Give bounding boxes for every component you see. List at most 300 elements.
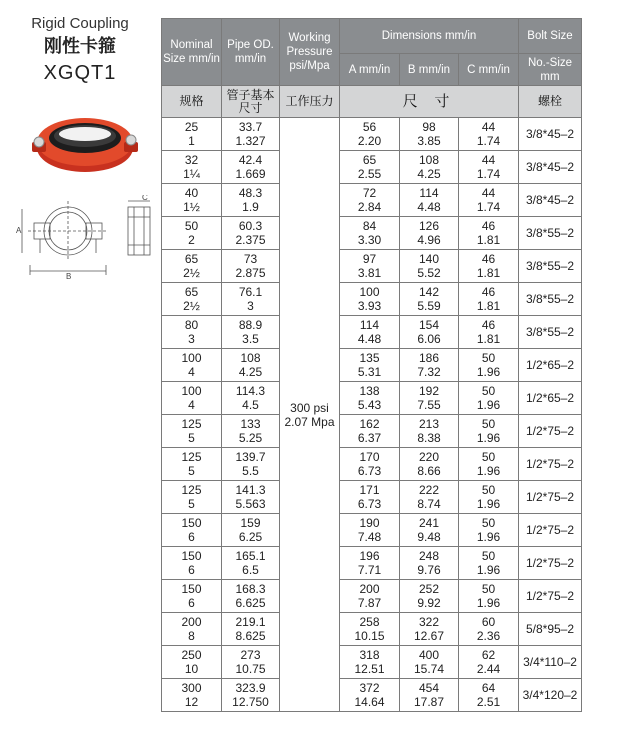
cell-dim-a-in: 7.71: [357, 563, 382, 577]
cell-nominal-size-in: 8: [188, 629, 195, 643]
cell-pipe-od: [222, 118, 280, 151]
cell-pipe-od-in: 5.563: [235, 497, 266, 511]
cell-dim-c-mm: 50: [481, 450, 496, 464]
cell-dim-a: [340, 118, 400, 151]
cell-dim-c: [459, 283, 519, 316]
cell-dim-c-in: 1.96: [476, 596, 501, 610]
cell-nominal-size: [162, 217, 222, 250]
cell-dim-b-in: 4.25: [417, 167, 441, 181]
cell-dim-b-in: 8.74: [417, 497, 441, 511]
cell-pipe-od-mm: 48.3: [238, 186, 263, 200]
cell-nominal-size-in: 6: [188, 530, 195, 544]
cell-pipe-od: [222, 283, 280, 316]
cell-pipe-od: [222, 349, 280, 382]
cell-dim-a: [340, 151, 400, 184]
cell-nominal-size-in: 5: [188, 497, 195, 511]
cell-dim-a-in: 2.20: [357, 134, 382, 148]
table-row: [162, 283, 582, 316]
cell-nominal-size-in: 12: [184, 695, 199, 709]
cell-bolt-size: 3/4*120–2: [519, 679, 582, 712]
cell-nominal-size: [162, 349, 222, 382]
cell-pipe-od-mm: 33.7: [238, 120, 263, 134]
table-row: [162, 481, 582, 514]
cell-dim-c: [459, 250, 519, 283]
table-row: [162, 613, 582, 646]
table-body: [162, 118, 582, 712]
cell-dim-a: [340, 613, 400, 646]
drawing-label-b: B: [66, 272, 72, 280]
cell-dim-a-mm: 162: [359, 417, 380, 431]
table-row: [162, 382, 582, 415]
cell-bolt-size: 5/8*95–2: [519, 613, 582, 646]
cell-bolt-size: 3/8*55–2: [519, 316, 582, 349]
cell-pipe-od-mm: 159: [240, 516, 261, 530]
cell-dim-b-mm: 108: [418, 153, 440, 167]
cell-dim-b-mm: 241: [418, 516, 440, 530]
cell-dim-c-mm: 46: [481, 285, 496, 299]
cell-pipe-od: [222, 481, 280, 514]
pressure-mpa: 2.07 Mpa: [284, 414, 335, 429]
cell-dim-c: [459, 580, 519, 613]
cell-pipe-od-mm: 165.1: [235, 549, 266, 563]
cell-dim-a-in: 12.51: [354, 662, 385, 676]
cell-pipe-od-in: 6.5: [242, 563, 259, 577]
cell-dim-b: [400, 481, 459, 514]
drawing-label-c: C: [142, 195, 148, 202]
cell-dim-c-in: 2.44: [476, 662, 501, 676]
cell-dim-b: [400, 415, 459, 448]
cell-dim-c-mm: 46: [481, 252, 496, 266]
cell-dim-a-in: 6.73: [357, 464, 382, 478]
cell-dim-b: [400, 613, 459, 646]
header-b: B mm/in: [400, 54, 459, 86]
table-row: [162, 316, 582, 349]
cell-dim-c-in: 1.96: [476, 431, 501, 445]
cell-working-pressure: [280, 118, 340, 712]
cell-nominal-size-in: 2½: [183, 299, 200, 313]
cell-nominal-size-mm: 50: [184, 219, 199, 233]
cell-dim-a: [340, 250, 400, 283]
cell-dim-a-mm: 170: [359, 450, 380, 464]
cell-bolt-size: 1/2*65–2: [519, 349, 582, 382]
cell-nominal-size: [162, 415, 222, 448]
cell-dim-b-in: 12.67: [413, 629, 445, 643]
cell-dim-c-mm: 60: [481, 615, 496, 629]
table-row: [162, 250, 582, 283]
cell-dim-c-in: 1.81: [476, 233, 501, 247]
cell-nominal-size-in: 6: [188, 563, 195, 577]
cell-dim-b-mm: 213: [418, 417, 440, 431]
cell-nominal-size: [162, 118, 222, 151]
cell-dim-b-in: 7.55: [417, 398, 441, 412]
cell-dim-c: [459, 481, 519, 514]
cell-dim-c-in: 1.74: [476, 167, 501, 181]
cell-dim-c-in: 1.81: [476, 299, 501, 313]
cell-dim-c-mm: 50: [481, 516, 496, 530]
cell-dim-a-in: 7.48: [357, 530, 382, 544]
cell-dim-a: [340, 382, 400, 415]
cell-dim-b-in: 9.76: [417, 563, 441, 577]
cell-dim-b: [400, 217, 459, 250]
cell-dim-c-in: 1.81: [476, 332, 501, 346]
cell-dim-b: [400, 250, 459, 283]
cell-dim-c: [459, 448, 519, 481]
cell-nominal-size-in: 5: [188, 431, 195, 445]
cell-dim-c-in: 1.96: [476, 497, 501, 511]
cell-nominal-size-mm: 300: [181, 681, 202, 695]
table-row: [162, 514, 582, 547]
cell-dim-a-in: 3.30: [357, 233, 382, 247]
cell-dim-a-in: 5.43: [357, 398, 382, 412]
cell-dim-b: [400, 547, 459, 580]
cell-dim-a: [340, 448, 400, 481]
cell-dim-c-in: 1.96: [476, 464, 501, 478]
cell-pipe-od: [222, 250, 280, 283]
cell-nominal-size: [162, 283, 222, 316]
cell-bolt-size: 1/2*75–2: [519, 481, 582, 514]
cell-bolt-size: 1/2*75–2: [519, 547, 582, 580]
cell-dim-b-in: 5.52: [417, 266, 441, 280]
cn-header-pressure: 工作压力: [280, 86, 340, 118]
table-row: [162, 580, 582, 613]
cell-nominal-size-mm: 150: [181, 582, 202, 596]
cell-dim-b-in: 5.59: [417, 299, 441, 313]
cell-dim-c-in: 1.74: [476, 200, 501, 214]
cell-dim-b-in: 9.48: [417, 530, 441, 544]
cell-dim-b-mm: 322: [418, 615, 440, 629]
header-bolt-no-size: No.-Size mm: [519, 54, 582, 86]
cell-pipe-od-in: 12.750: [232, 695, 269, 709]
cell-dim-a: [340, 481, 400, 514]
cell-dim-c: [459, 184, 519, 217]
cell-nominal-size: [162, 184, 222, 217]
cell-dim-c-in: 1.96: [476, 530, 501, 544]
cell-dim-a-mm: 318: [359, 648, 380, 662]
cell-bolt-size: 3/8*45–2: [519, 184, 582, 217]
cell-bolt-size: 3/8*55–2: [519, 250, 582, 283]
cell-dim-b-in: 8.38: [417, 431, 441, 445]
cell-nominal-size-in: 5: [188, 464, 195, 478]
cell-nominal-size-mm: 100: [181, 384, 202, 398]
cell-bolt-size: 3/8*55–2: [519, 217, 582, 250]
cell-pipe-od-mm: 323.9: [235, 681, 266, 695]
cell-nominal-size-in: 2½: [183, 266, 200, 280]
cell-nominal-size-mm: 250: [181, 648, 202, 662]
cell-bolt-size: 1/2*75–2: [519, 514, 582, 547]
cell-bolt-size: 1/2*65–2: [519, 382, 582, 415]
cell-pipe-od-mm: 114.3: [235, 384, 266, 398]
cell-dim-b: [400, 679, 459, 712]
cell-nominal-size-mm: 125: [181, 417, 202, 431]
cell-bolt-size: 3/8*55–2: [519, 283, 582, 316]
cell-dim-a-mm: 258: [359, 615, 380, 629]
cell-dim-a: [340, 679, 400, 712]
cell-nominal-size-in: 3: [188, 332, 195, 346]
cell-dim-b-in: 4.48: [417, 200, 441, 214]
cell-nominal-size: [162, 316, 222, 349]
cell-dim-b-mm: 192: [418, 384, 440, 398]
table-row: [162, 118, 582, 151]
cell-dim-c: [459, 514, 519, 547]
cell-dim-c-mm: 50: [481, 351, 496, 365]
cell-pipe-od-mm: 108: [240, 351, 261, 365]
cell-pipe-od: [222, 316, 280, 349]
cell-pipe-od-in: 3.5: [242, 332, 259, 346]
cell-dim-b-in: 9.92: [417, 596, 441, 610]
cell-dim-a-mm: 114: [359, 318, 380, 332]
table-row: [162, 547, 582, 580]
cell-dim-b-mm: 98: [422, 120, 436, 134]
cell-nominal-size-in: 6: [188, 596, 195, 610]
table-row: [162, 679, 582, 712]
specification-table: [161, 18, 582, 712]
cell-pipe-od-mm: 168.3: [235, 582, 266, 596]
cn-header-pipe-od: 管子基本尺寸: [222, 86, 280, 118]
cell-pipe-od: [222, 580, 280, 613]
cell-dim-c: [459, 118, 519, 151]
cell-nominal-size-mm: 40: [184, 186, 199, 200]
cell-pipe-od: [222, 184, 280, 217]
table-row: [162, 646, 582, 679]
cell-dim-a-in: 3.93: [357, 299, 382, 313]
title-chinese: 刚性卡箍: [44, 36, 116, 57]
cell-nominal-size-mm: 65: [184, 285, 199, 299]
cell-pipe-od-mm: 60.3: [238, 219, 263, 233]
cell-dim-c: [459, 646, 519, 679]
cell-dim-b-mm: 252: [418, 582, 440, 596]
cell-pipe-od-in: 4.5: [242, 398, 259, 412]
cell-dim-c: [459, 217, 519, 250]
cell-pipe-od-mm: 88.9: [238, 318, 263, 332]
cell-nominal-size-in: 4: [188, 365, 195, 379]
header-working-pressure: Working Pressure psi/Mpa: [280, 19, 340, 86]
cell-pipe-od-mm: 139.7: [235, 450, 266, 464]
cell-dim-a: [340, 283, 400, 316]
cell-dim-b-mm: 154: [418, 318, 440, 332]
cell-dim-c-in: 1.81: [476, 266, 501, 280]
header-pipe-od: Pipe OD. mm/in: [222, 19, 280, 86]
cell-dim-c-mm: 46: [481, 219, 496, 233]
cell-dim-c: [459, 349, 519, 382]
cell-dim-a-mm: 171: [359, 483, 380, 497]
cell-nominal-size: [162, 514, 222, 547]
cell-dim-c: [459, 415, 519, 448]
cell-nominal-size-mm: 32: [184, 153, 199, 167]
cell-pipe-od-in: 5.25: [238, 431, 263, 445]
cell-dim-b: [400, 184, 459, 217]
cell-pipe-od-mm: 42.4: [238, 153, 263, 167]
cell-dim-b-in: 6.06: [417, 332, 441, 346]
cell-dim-a-in: 2.55: [357, 167, 382, 181]
cell-dim-a-in: 6.73: [357, 497, 382, 511]
model-code: XGQT1: [43, 62, 117, 84]
cell-dim-a-in: 7.87: [357, 596, 382, 610]
table-row: [162, 184, 582, 217]
cell-dim-c-in: 1.96: [476, 563, 501, 577]
cell-bolt-size: 3/4*110–2: [519, 646, 582, 679]
cell-dim-b-mm: 126: [418, 219, 440, 233]
cell-dim-a: [340, 184, 400, 217]
cell-dim-b: [400, 316, 459, 349]
cell-nominal-size: [162, 646, 222, 679]
header-a: A mm/in: [340, 54, 400, 86]
cell-dim-c: [459, 679, 519, 712]
cell-dim-a-in: 3.81: [357, 266, 382, 280]
table-row: [162, 448, 582, 481]
cell-nominal-size: [162, 481, 222, 514]
cell-dim-c-mm: 44: [481, 186, 496, 200]
cell-dim-c: [459, 151, 519, 184]
cell-dim-b: [400, 151, 459, 184]
table-row: [162, 151, 582, 184]
cell-dim-a: [340, 415, 400, 448]
cell-dim-b-mm: 186: [418, 351, 440, 365]
cell-nominal-size: [162, 448, 222, 481]
cell-dim-b-mm: 222: [418, 483, 440, 497]
cell-dim-a-in: 2.84: [357, 200, 382, 214]
cell-dim-b-mm: 114: [419, 186, 439, 200]
title-block: [0, 14, 160, 86]
cell-nominal-size-mm: 125: [181, 450, 202, 464]
cell-dim-b: [400, 118, 459, 151]
cell-nominal-size: [162, 580, 222, 613]
cell-dim-c-mm: 50: [481, 582, 496, 596]
cell-dim-a-in: 6.37: [357, 431, 382, 445]
cell-dim-b: [400, 514, 459, 547]
cell-nominal-size-mm: 150: [181, 516, 202, 530]
cell-pipe-od-in: 1.669: [235, 167, 266, 181]
cell-nominal-size-mm: 100: [181, 351, 202, 365]
cell-dim-a-mm: 56: [362, 120, 377, 134]
cell-dim-b-mm: 140: [418, 252, 440, 266]
cell-dim-a: [340, 217, 400, 250]
cell-dim-a: [340, 349, 400, 382]
cell-pipe-od-in: 5.5: [242, 464, 259, 478]
cell-dim-a-in: 14.64: [354, 695, 385, 709]
cell-dim-c-mm: 44: [481, 153, 496, 167]
table-row: [162, 217, 582, 250]
cell-pipe-od-in: 6.25: [238, 530, 263, 544]
cell-pipe-od: [222, 613, 280, 646]
cell-nominal-size: [162, 151, 222, 184]
cell-pipe-od-in: 2.375: [235, 233, 266, 247]
cell-nominal-size-in: 1¼: [183, 167, 200, 181]
cell-dim-a: [340, 580, 400, 613]
cell-dim-c-in: 1.96: [476, 365, 501, 379]
cell-pipe-od-in: 4.25: [238, 365, 263, 379]
cell-dim-a-mm: 372: [359, 681, 380, 695]
cell-nominal-size: [162, 547, 222, 580]
cell-pipe-od-mm: 219.1: [235, 615, 266, 629]
cell-bolt-size: 1/2*75–2: [519, 580, 582, 613]
cell-dim-a: [340, 547, 400, 580]
header-bolt-size: Bolt Size: [519, 19, 582, 54]
cell-dim-b-in: 4.96: [417, 233, 441, 247]
title-english: Rigid Coupling: [31, 15, 129, 32]
cell-nominal-size-in: 1: [188, 134, 195, 148]
table-row: [162, 349, 582, 382]
cell-dim-a-mm: 65: [362, 153, 377, 167]
cell-pipe-od: [222, 679, 280, 712]
pressure-psi: 300 psi: [290, 400, 329, 415]
cell-dim-a-mm: 97: [362, 252, 377, 266]
cell-dim-a-in: 10.15: [354, 629, 385, 643]
cell-dim-c: [459, 547, 519, 580]
cell-nominal-size: [162, 382, 222, 415]
header-c: C mm/in: [459, 54, 519, 86]
cell-pipe-od-in: 6.625: [235, 596, 266, 610]
cell-dim-b: [400, 382, 459, 415]
cell-dim-c: [459, 316, 519, 349]
cell-bolt-size: 3/8*45–2: [519, 151, 582, 184]
cell-nominal-size-mm: 25: [184, 120, 199, 134]
cell-dim-b-mm: 142: [418, 285, 440, 299]
cell-dim-b-in: 15.74: [413, 662, 445, 676]
cell-pipe-od-in: 2.875: [235, 266, 266, 280]
cell-dim-c-mm: 50: [481, 384, 496, 398]
cell-dim-b-mm: 454: [418, 681, 440, 695]
cell-pipe-od-in: 10.75: [235, 662, 266, 676]
cell-pipe-od-mm: 73: [243, 252, 258, 266]
cell-dim-c-mm: 50: [481, 417, 496, 431]
cell-nominal-size-in: 4: [188, 398, 195, 412]
cell-bolt-size: 1/2*75–2: [519, 415, 582, 448]
cell-nominal-size-mm: 80: [184, 318, 199, 332]
cell-dim-a-in: 4.48: [357, 332, 382, 346]
cell-dim-b-in: 8.66: [417, 464, 441, 478]
cell-pipe-od-in: 1.327: [235, 134, 266, 148]
cell-pipe-od-in: 8.625: [235, 629, 266, 643]
cell-pipe-od: [222, 547, 280, 580]
cell-dim-c-in: 2.36: [476, 629, 501, 643]
cell-pipe-od: [222, 646, 280, 679]
cell-nominal-size-in: 2: [188, 233, 195, 247]
cell-dim-c-in: 1.74: [476, 134, 501, 148]
cell-nominal-size: [162, 613, 222, 646]
cell-dim-b: [400, 283, 459, 316]
cell-dim-a-mm: 200: [359, 582, 380, 596]
cell-pipe-od: [222, 382, 280, 415]
cell-dim-c-mm: 62: [481, 648, 496, 662]
cell-dim-b: [400, 580, 459, 613]
cell-dim-c: [459, 382, 519, 415]
cell-dim-b-in: 7.32: [417, 365, 441, 379]
cell-dim-b-in: 3.85: [417, 134, 441, 148]
cell-dim-c-mm: 64: [481, 681, 496, 695]
cell-pipe-od-mm: 76.1: [238, 285, 263, 299]
cell-bolt-size: 1/2*75–2: [519, 448, 582, 481]
cell-dim-b-mm: 400: [418, 648, 440, 662]
cell-dim-c-mm: 50: [481, 549, 496, 563]
cell-pipe-od-in: 3: [247, 299, 254, 313]
cell-dim-c-mm: 46: [481, 318, 496, 332]
header-nominal-size: Nominal Size mm/in: [162, 19, 222, 86]
cn-header-bolt: 螺栓: [519, 86, 582, 118]
cell-dim-a-mm: 138: [359, 384, 380, 398]
cell-pipe-od-mm: 141.3: [235, 483, 266, 497]
cell-dim-a-mm: 190: [359, 516, 380, 530]
cell-dim-a-in: 5.31: [357, 365, 382, 379]
cell-dim-c-in: 1.96: [476, 398, 501, 412]
cell-dim-a-mm: 72: [362, 186, 377, 200]
cell-dim-c: [459, 613, 519, 646]
cell-nominal-size: [162, 250, 222, 283]
cell-dim-b: [400, 349, 459, 382]
cell-dim-a: [340, 646, 400, 679]
cell-nominal-size-in: 10: [184, 662, 199, 676]
cell-pipe-od-mm: 273: [240, 648, 261, 662]
cell-dim-a-mm: 84: [362, 219, 377, 233]
